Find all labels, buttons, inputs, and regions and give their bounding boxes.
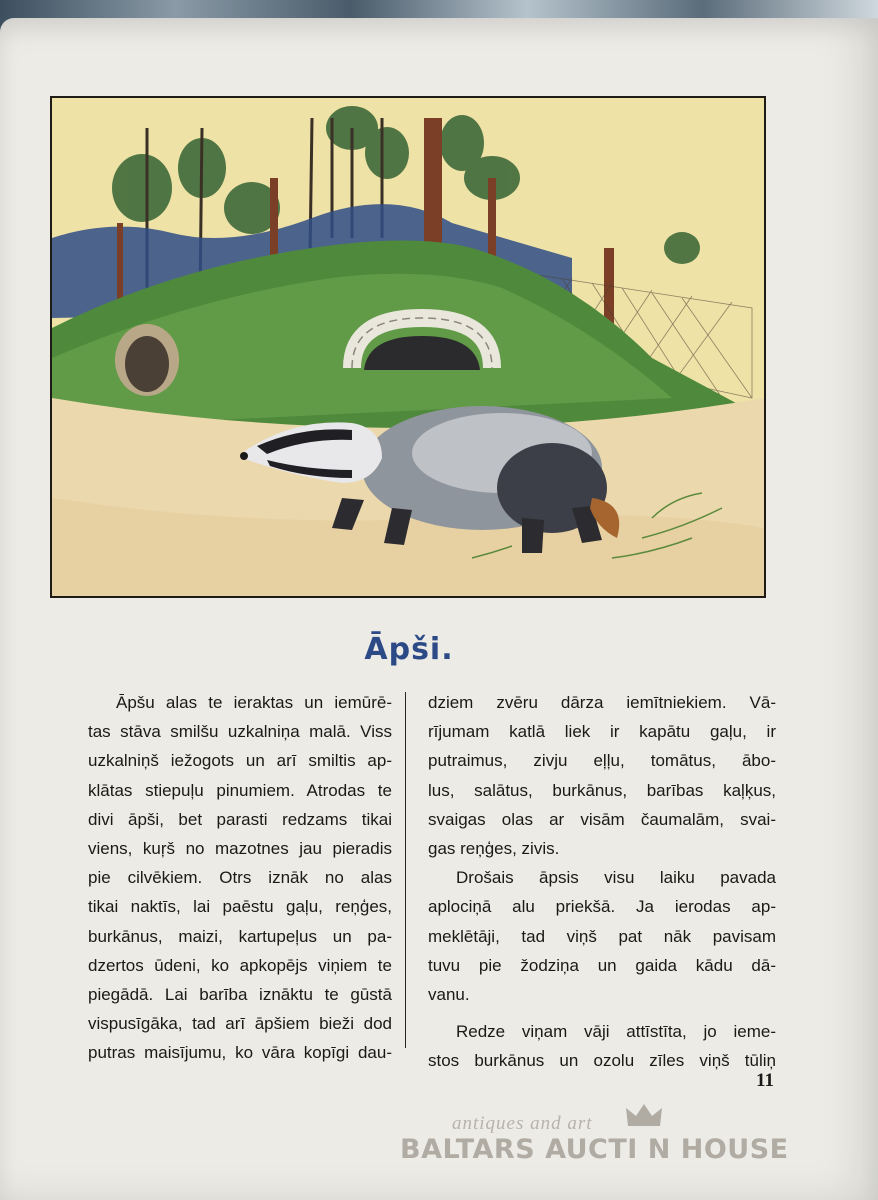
article-title: Āpši. xyxy=(364,632,454,667)
text-line: dzertos ūdeni, ko apkopējs viņiem te xyxy=(88,955,392,975)
text-line: rījumam katlā liek ir kapātu gaļu, ir xyxy=(428,722,776,742)
text-line: vanu. xyxy=(428,985,470,1005)
text-line: klātas stiepuļu pinumiem. Atrodas te xyxy=(88,780,392,800)
column-divider xyxy=(405,692,406,1048)
text-line: Āpšu alas te ieraktas un iemūrē- xyxy=(116,693,392,712)
page-number: 11 xyxy=(756,1070,774,1091)
crown-icon xyxy=(624,1102,664,1130)
text-line: tikai naktīs, lai paēstu gaļu, reņģes, xyxy=(88,897,392,917)
text-line: putras maisījumu, ko vāra kopīgi dau- xyxy=(88,1043,392,1063)
text-line: stos burkānus un ozolu zīles viņš tūliņ xyxy=(428,1051,776,1071)
text-line: burkānus, maizi, kartupeļus un pa- xyxy=(88,926,392,946)
text-line: meklētāji, tad viņš pat nāk pavisam xyxy=(428,926,776,946)
left-column xyxy=(88,688,392,1068)
text-line: svaigas olas ar visām čaumalām, svai- xyxy=(428,809,776,829)
text-line: viens, kuŗš no mazotnes jau pieradis xyxy=(88,839,392,859)
text-line: uzkalniņš iežogots un arī smiltis ap- xyxy=(88,751,392,771)
text-line: Drošais āpsis visu laiku pavada xyxy=(456,868,776,888)
text-line: tas stāva smilšu uzkalniņa malā. Viss xyxy=(88,722,392,742)
text-line: gas reņģes, zivis. xyxy=(428,839,560,859)
text-line: vispusīgāka, tad arī āpšiem bieži dod xyxy=(88,1014,392,1034)
text-line: putraimus, zivju eļļu, tomātus, ābo- xyxy=(428,751,776,771)
text-line: dziem zvēru dārza iemītniekiem. Vā- xyxy=(428,693,776,712)
watermark-tagline: antiques and art xyxy=(452,1113,593,1134)
text-line: aplociņā alu priekšā. Ja ierodas ap- xyxy=(428,897,776,917)
text-line: lus, salātus, burkānus, barības kaļķus, xyxy=(428,780,776,800)
text-line: piegādā. Lai barība iznāktu te gūstā xyxy=(88,985,392,1005)
text-line: pie cilvēkiem. Otrs iznāk no alas xyxy=(88,868,392,888)
badger-scene-icon xyxy=(52,98,764,596)
text-line: Redze viņam vāji attīstīta, jo ieme- xyxy=(456,1022,776,1042)
right-column xyxy=(428,688,776,1076)
badger-illustration xyxy=(50,96,766,598)
text-line: divi āpši, bet parasti redzams tikai xyxy=(88,809,392,829)
watermark-name: BALTARS AUCTI N HOUSE xyxy=(400,1134,789,1165)
text-line: tuvu pie žodziņa un gaida kādu dā- xyxy=(428,955,776,975)
